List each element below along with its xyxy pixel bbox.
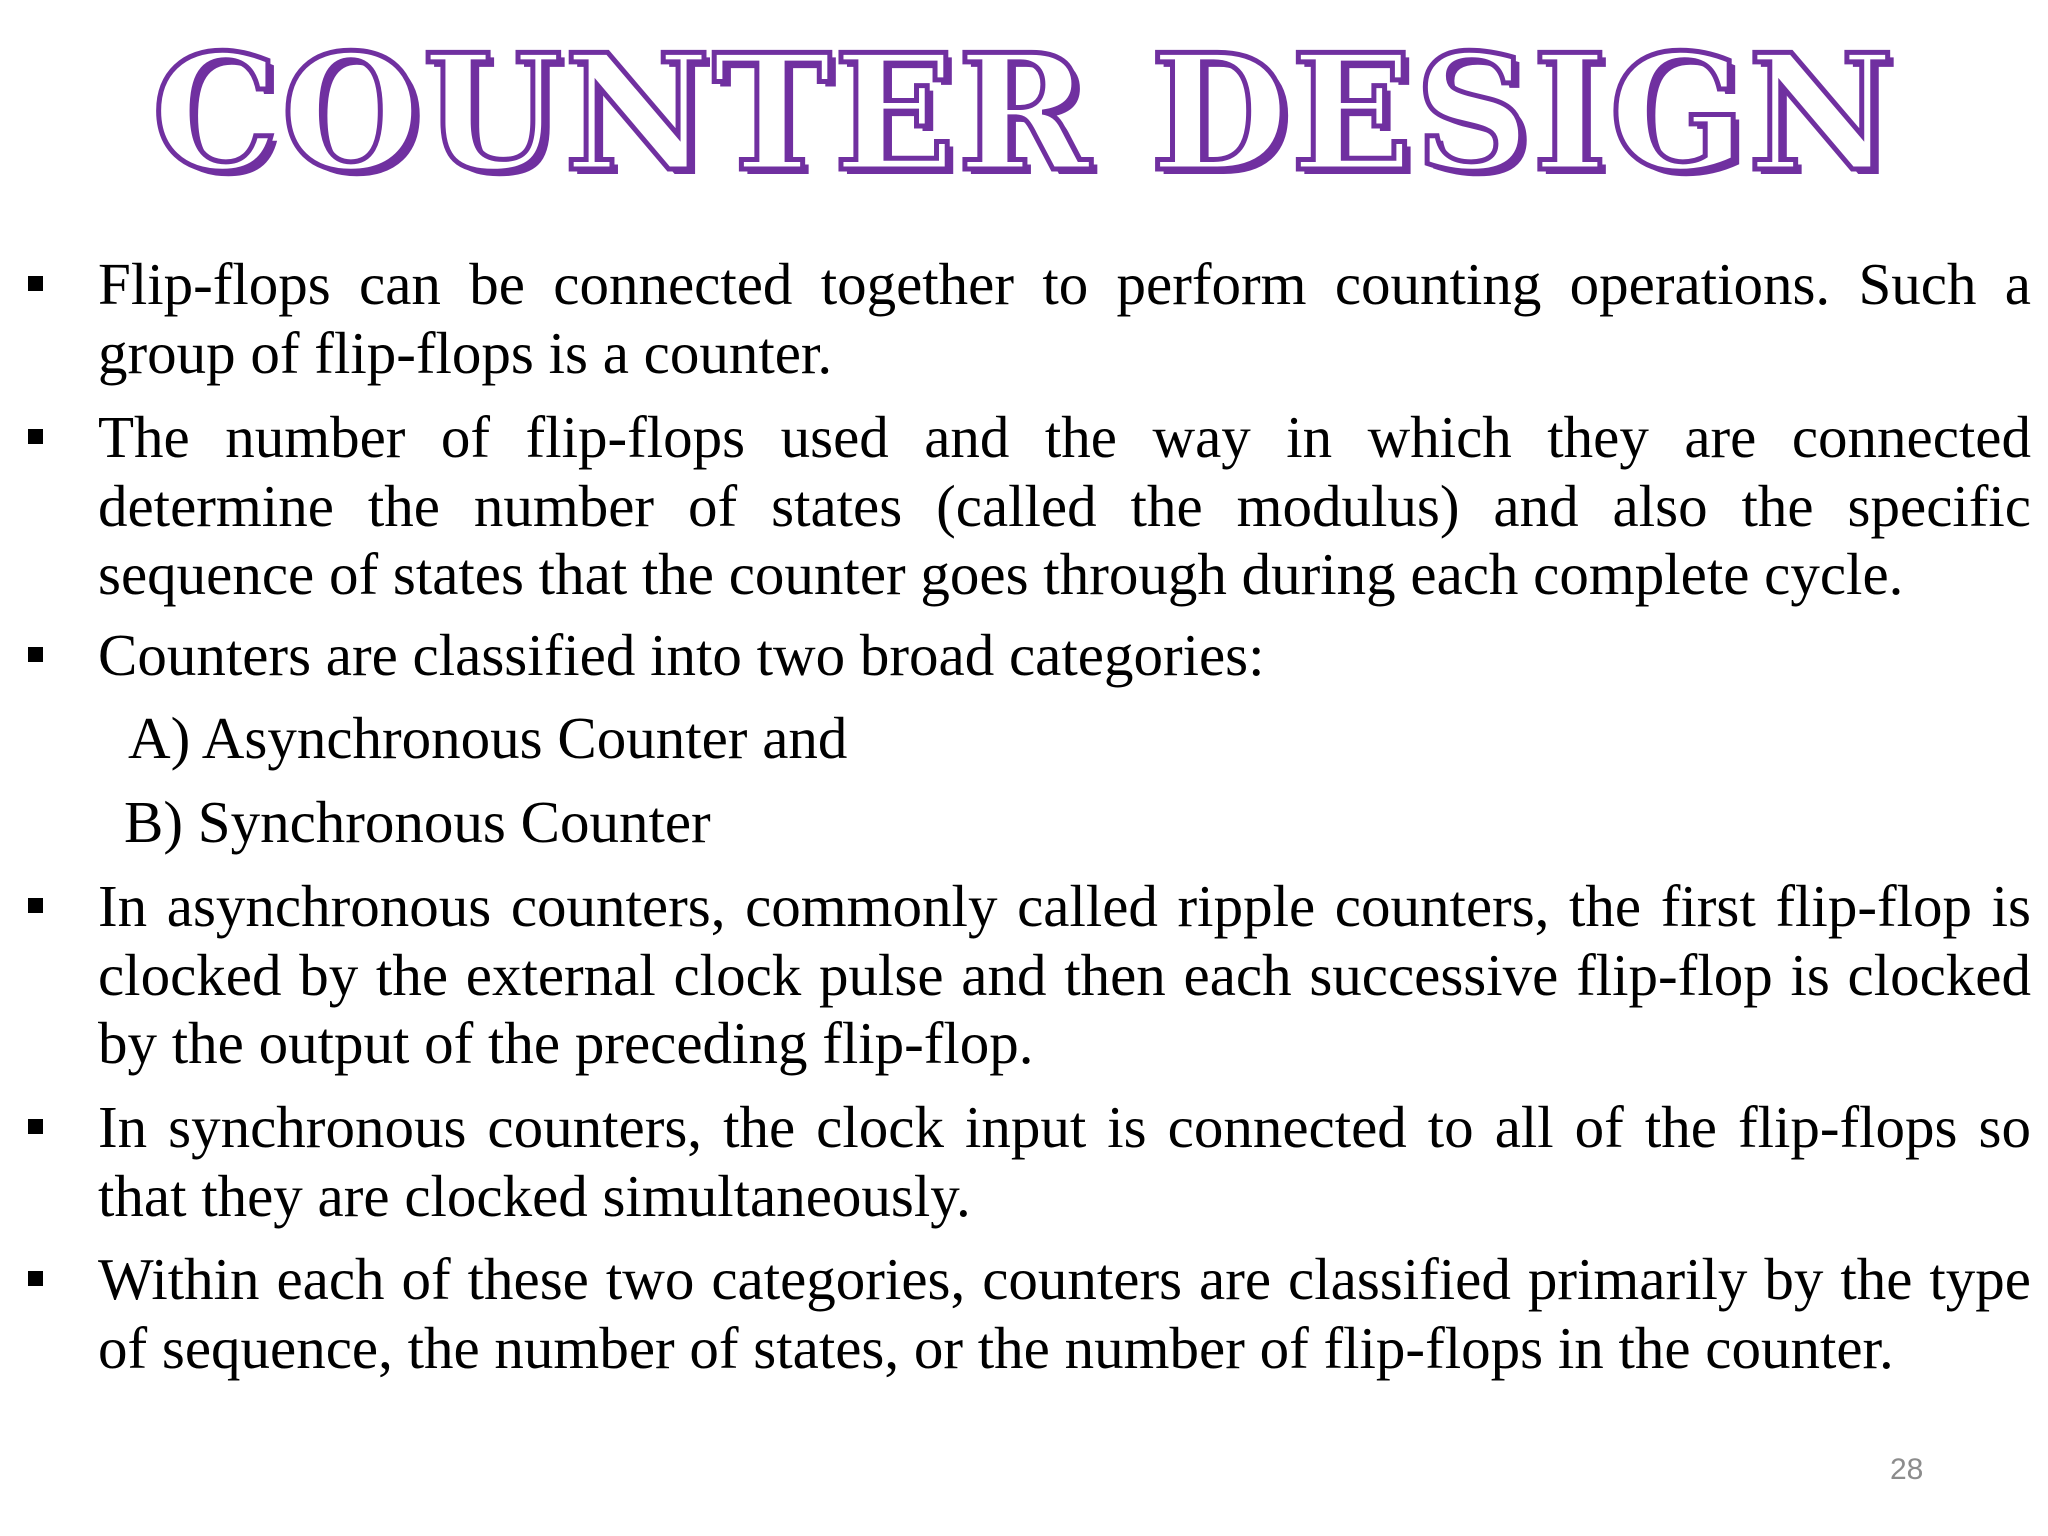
square-bullet-icon: [28, 1119, 43, 1134]
sub-item-a: A) Asynchronous Counter and: [128, 705, 848, 771]
square-bullet-icon: [28, 429, 43, 444]
slide-title: COUNTER DESIGN: [151, 19, 1897, 207]
square-bullet-icon: [28, 1271, 43, 1286]
square-bullet-icon: [28, 898, 43, 913]
square-bullet-icon: [28, 276, 43, 291]
bullet-text: Within each of these two categories, counters are classified primarily by the type of sequence, the number of states, or the number of flip-flops in the counter.: [98, 1246, 2031, 1381]
bullet-text: In synchronous counters, the clock input is connected to all of the flip-flops so that they are clocked simultaneously.: [98, 1094, 2031, 1229]
page-number: 28: [1890, 1453, 1924, 1486]
bullet-text: Flip-flops can be connected together to perform counting operations. Such a group of flip-flops is a counter.: [98, 251, 2031, 386]
bullet-text: Counters are classified into two broad categories:: [98, 622, 1265, 688]
bullet-text: The number of flip-flops used and the way in which they are connected determine the number of states (called the modulus) and also the specific sequence of states that the counter goes through during each complete cycle.: [98, 404, 2031, 607]
bullet-text: In asynchronous counters, commonly called ripple counters, the first flip-flop is clocked by the external clock pulse and then each successive flip-flop is clocked by the output of the preceding flip-flop.: [98, 873, 2031, 1076]
sub-item-b: B) Synchronous Counter: [124, 789, 711, 855]
square-bullet-icon: [28, 647, 43, 662]
